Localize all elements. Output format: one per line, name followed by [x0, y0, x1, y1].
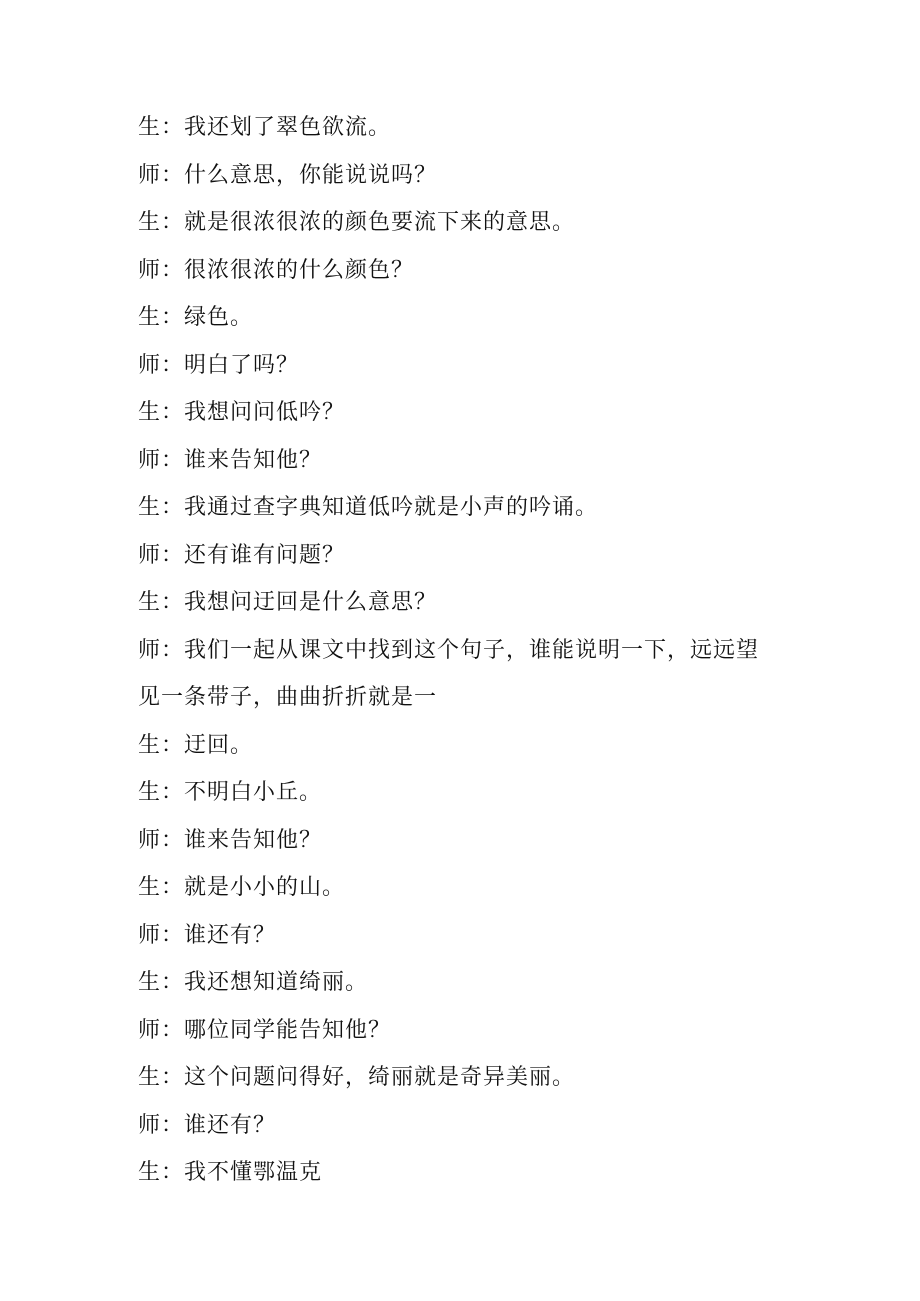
- dialogue-line: 师：谁来告知他？: [138, 447, 323, 473]
- dialogue-line: 生：就是很浓很浓的颜色要流下来的意思。: [138, 210, 576, 235]
- dialogue-line: 生：我还划了翠色欲流。: [138, 115, 392, 140]
- dialogue-line: 师：我们一起从课文中找到这个句子，谁能说明一下，远远望: [138, 637, 760, 663]
- dialogue-line: 师：谁还有？: [138, 922, 277, 948]
- dialogue-line: 生：我还想知道绮丽。: [138, 970, 369, 995]
- dialogue-line: 生：我通过查字典知道低吟就是小声的吟诵。: [138, 495, 599, 520]
- dialogue-line: 师：还有谁有问题？: [138, 542, 346, 568]
- dialogue-line: 生：绿色。: [138, 305, 254, 330]
- dialogue-line: 师：明白了吗？: [138, 352, 300, 378]
- dialogue-line: 生：就是小小的山。: [138, 875, 346, 900]
- dialogue-line: 生：我不懂鄂温克: [138, 1160, 323, 1185]
- dialogue-line-continued: 见一条带子，曲曲折折就是一: [138, 685, 438, 710]
- dialogue-line: 生：不明白小丘。: [138, 780, 323, 805]
- dialogue-transcript: [138, 104, 778, 1197]
- dialogue-line: 师：什么意思，你能说说吗？: [138, 162, 438, 188]
- dialogue-line: 生：这个问题问得好，绮丽就是奇异美丽。: [138, 1065, 576, 1090]
- dialogue-line: 生：我想问迂回是什么意思？: [138, 590, 438, 615]
- dialogue-line: 师：哪位同学能告知他？: [138, 1017, 392, 1043]
- dialogue-line: 师：谁来告知他？: [138, 827, 323, 853]
- dialogue-line: 师：谁还有？: [138, 1112, 277, 1138]
- dialogue-line: 生：我想问问低吟？: [138, 400, 346, 425]
- dialogue-line: 师：很浓很浓的什么颜色？: [138, 257, 415, 283]
- dialogue-line: 生：迂回。: [138, 732, 254, 758]
